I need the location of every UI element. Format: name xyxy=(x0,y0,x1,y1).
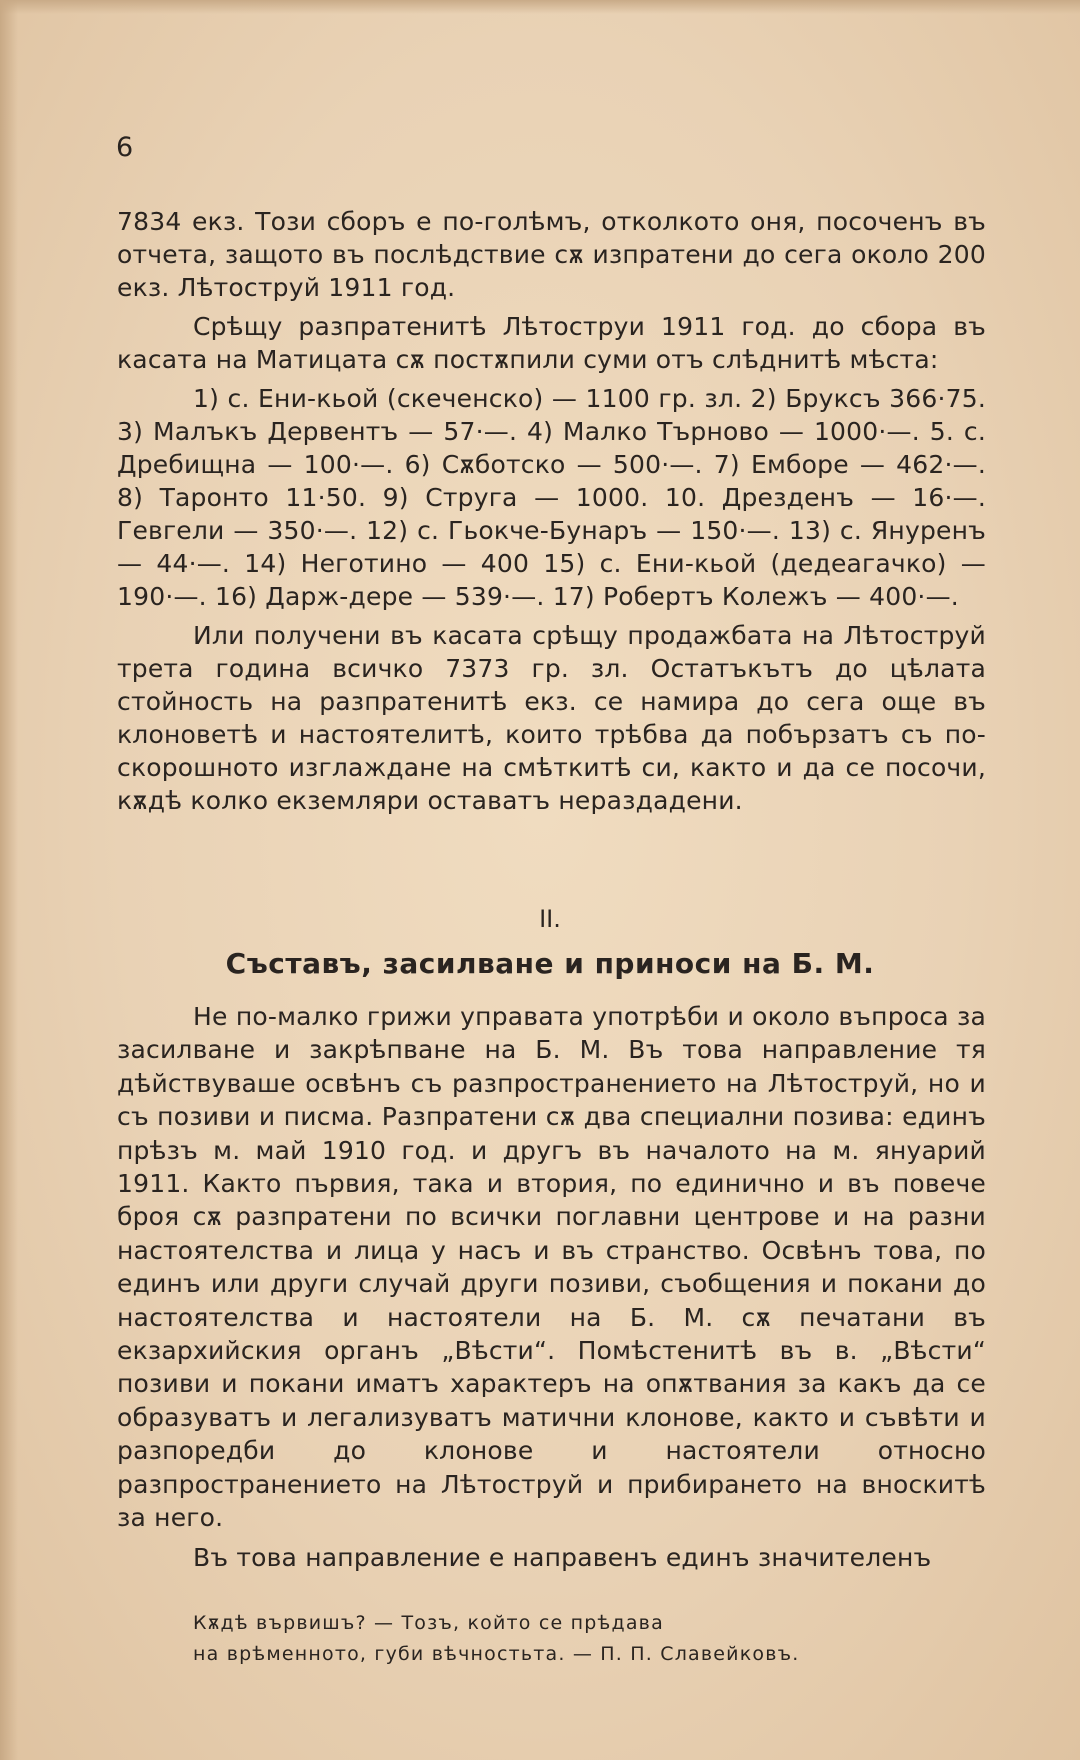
footer-quote xyxy=(193,1608,973,1670)
body-text-top xyxy=(117,205,986,817)
paragraph-copies-count: 7834 екз. Този сборъ е по-голѣмъ, отколкото оня, посоченъ въ отчета, защото въ послѣдствие сѫ изпратени до сега около 200 екз. Лѣтоструй 1911 год. xyxy=(117,207,986,302)
footer-quote-line-2: на врѣменното, губи вѣчностьта. — П. П. Славейковъ. xyxy=(193,1643,800,1665)
page-edge-top xyxy=(0,0,1080,14)
paragraph-sums-intro: Срѣщу разпратенитѣ Лѣтоструи 1911 год. до сбора въ касата на Матицата сѫ постѫпили суми отъ слѣднитѣ мѣста: xyxy=(117,312,986,374)
body-text-bottom xyxy=(117,1000,986,1574)
page-edge-left xyxy=(0,0,18,1760)
paragraph-campaign: Не по-малко грижи управата употрѣби и около въпроса за засилване и закрѣпване на Б. М. Въ това направление тя дѣйствуваше освѣнъ съ разпространението на Лѣтоструй, но и съ позиви и писма. Разпратени сѫ два специални позива: единъ прѣзъ м. май 1910 год. и другъ въ началото на м. януарий 1911. Както първия, така и втория, по единично и въ повече броя сѫ разпратени по всички поглавни центрове и на разни настоятелства и лица у насъ и въ странство. Освѣнъ това, по единъ или други случай други позиви, съобщения и покани до настоятелства и настоятели на Б. М. сѫ печатани въ екзархийския органъ „Вѣсти“. Помѣстенитѣ въ в. „Вѣсти“ позиви и покани иматъ характеръ на опѫтвания за какъ да се образуватъ и легализуватъ матични клонове, както и съвѣти и разпоредби до клонове и настоятели относно разпространението на Лѣтоструй и прибирането на вноскитѣ за него. xyxy=(117,1002,986,1533)
paragraph-total-received: Или получени въ касата срѣщу продажбата на Лѣтоструй трета година всичко 7373 гр. зл. Остатъкътъ до цѣлата стойность на разпратенитѣ екз. се намира до сега още въ клоноветѣ и настоятелитѣ, които трѣбва да побързатъ съ по-скорошното изглаждане на смѣткитѣ си, както и да се посочи, кѫдѣ колко екземляри оставатъ нераздадени. xyxy=(117,621,986,815)
footer-quote-line-1: Кѫдѣ вървишъ? — Тозъ, който се прѣдава xyxy=(193,1612,664,1634)
paragraph-continuation: Въ това направление е направенъ единъ значителенъ xyxy=(193,1542,932,1572)
page-number: 6 xyxy=(116,132,134,163)
paragraph-sums-list: 1) с. Ени-кьой (скеченско) — 1100 гр. зл. 2) Бруксъ 366·75. 3) Малъкъ Дервентъ — 57·—. 4) Малко Търново — 1000·—. 5. с. Дребищна — 100·—. 6) Сѫботско — 500·—. 7) Емборе — 462·—. 8) Таронто 11·50. 9) Струга — 1000. 10. Дрезденъ — 16·—. Гевгели — 350·—. 12) с. Гьокче-Бунаръ — 150·—. 13) с. Януренъ — 44·—. 14) Неготино — 400 15) с. Ени-кьой (дедеагачко) — 190·—. 16) Дарж-дере — 539·—. 17) Робертъ Колежъ — 400·—. xyxy=(117,384,986,611)
section-heading: Съставъ, засилване и приноси на Б. М. xyxy=(225,947,875,980)
section-number: II. xyxy=(539,905,561,933)
